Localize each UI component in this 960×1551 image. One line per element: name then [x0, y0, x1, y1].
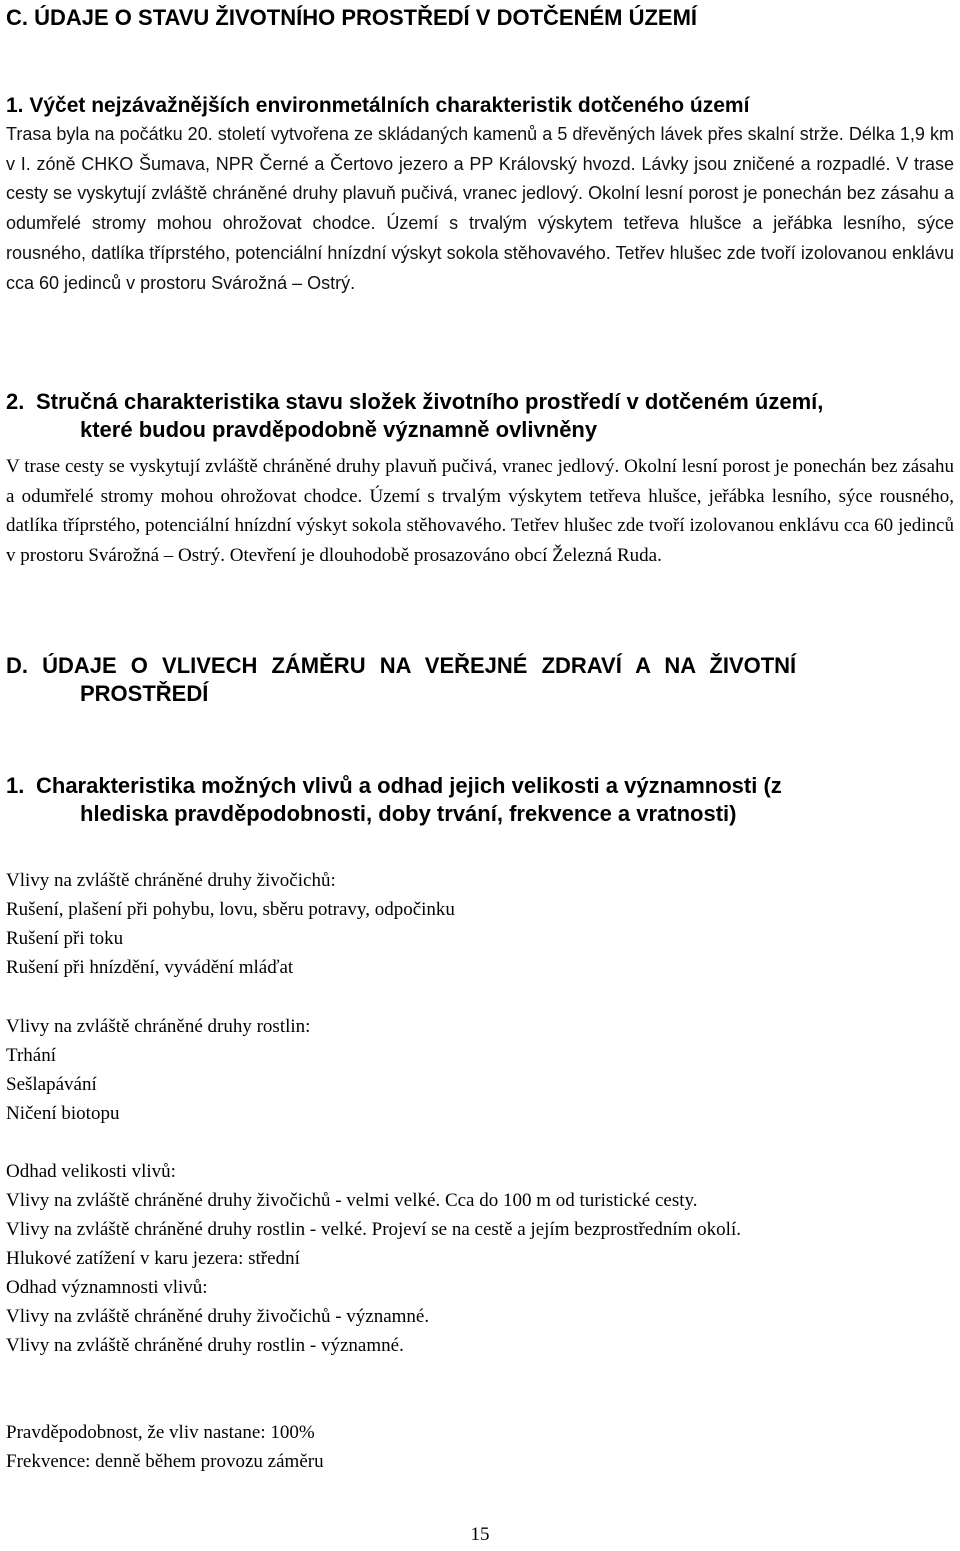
significance-animals: Vlivy na zvláště chráněné druhy živočichů - významné.	[6, 1306, 430, 1327]
page-number: 15	[470, 1524, 490, 1545]
magnitude-animals: Vlivy na zvláště chráněné druhy živočichů - velmi velké. Cca do 100 m od turistické cesty.	[6, 1190, 698, 1211]
animals-impacts-block	[6, 866, 954, 982]
section-d-title-line1: D. ÚDAJE O VLIVECH ZÁMĚRU NA VEŘEJNÉ ZDRAVÍ A NA ŽIVOTNÍ	[6, 653, 797, 678]
list-item: Rušení při hnízdění, vyvádění mláďat	[6, 957, 294, 978]
significance-heading: Odhad významnosti vlivů:	[6, 1277, 208, 1298]
section-c-title: C. ÚDAJE O STAVU ŽIVOTNÍHO PROSTŘEDÍ V DOTČENÉM ÚZEMÍ	[6, 5, 698, 30]
section-c-item2-title-line1: Stručná charakteristika stavu složek životního prostředí v dotčeném území,	[36, 389, 824, 414]
section-c-item1-title: 1. Výčet nejzávažnějších environmetálních charakteristik dotčeného území	[6, 94, 750, 117]
list-item: Trhání	[6, 1045, 56, 1066]
animals-heading: Vlivy na zvláště chráněné druhy živočichů:	[6, 870, 336, 891]
magnitude-heading: Odhad velikosti vlivů:	[6, 1161, 176, 1182]
list-item: Sešlapávání	[6, 1074, 97, 1095]
plants-impacts-block	[6, 1012, 954, 1128]
list-item: Rušení, plašení při pohybu, lovu, sběru potravy, odpočinku	[6, 899, 455, 920]
significance-plants: Vlivy na zvláště chráněné druhy rostlin - významné.	[6, 1335, 404, 1356]
frequency: Frekvence: denně během provozu záměru	[6, 1451, 324, 1472]
section-d-title	[6, 652, 954, 708]
section-c-item2-number: 2.	[6, 389, 25, 414]
section-c-item2-title	[6, 388, 954, 444]
magnitude-block	[6, 1157, 954, 1360]
section-d-item1-title-line2: hlediska pravděpodobnosti, doby trvání, frekvence a vratnosti)	[80, 801, 737, 826]
noise-level: Hlukové zatížení v karu jezera: střední	[6, 1248, 300, 1269]
section-d-title-line2: PROSTŘEDÍ	[80, 681, 209, 706]
probability: Pravděpodobnost, že vliv nastane: 100%	[6, 1422, 315, 1443]
section-c-item2-text: V trase cesty se vyskytují zvláště chráněné druhy plavuň pučivá, vranec jedlový. Okolní lesní porost je ponechán bez zásahu a odumřelé stromy mohou ohrožovat chodce. Území s trvalým výskytem tetřeva hlušce, jeřábka lesního, sýce rousného, datlíka tříprstého, potenciální hnízdní výskyt sokola stěhovavého. Tetřev hlušec zde tvoří izolovanou enklávu cca 60 jedinců v prostoru Svárožná – Ostrý. Otevření je dlouhodobě prosazováno obcí Železná Ruda.	[6, 456, 954, 566]
list-item: Rušení při toku	[6, 928, 124, 949]
section-d-item1-number: 1.	[6, 773, 25, 798]
magnitude-plants: Vlivy na zvláště chráněné druhy rostlin - velké. Projeví se na cestě a jejím bezprostředním okolí.	[6, 1219, 741, 1240]
plants-heading: Vlivy na zvláště chráněné druhy rostlin:	[6, 1016, 311, 1037]
section-c-item2-title-line2: které budou pravděpodobně významně ovlivněny	[80, 417, 598, 442]
probability-block	[6, 1418, 954, 1476]
section-c-item1-text: Trasa byla na počátku 20. století vytvořena ze skládaných kamenů a 5 dřevěných lávek přes skalní strže. Délka 1,9 km v I. zóně CHKO Šumava, NPR Černé a Čertovo jezero a PP Královský hvozd. Lávky jsou zničené a rozpadlé. V trase cesty se vyskytují zvláště chráněné druhy plavuň pučivá, vranec jedlový. Okolní lesní porost je ponechán bez zásahu a odumřelé stromy mohou ohrožovat chodce. Území s trvalým výskytem tetřeva hlušce a jeřábka lesního, sýce rousného, datlíka tříprstého, potenciální hnízdní výskyt sokola stěhovavého. Tetřev hlušec zde tvoří izolovanou enklávu cca 60 jedinců v prostoru Svárožná – Ostrý.	[6, 124, 954, 293]
section-d-item1-title-line1: Charakteristika možných vlivů a odhad jejich velikosti a významnosti (z	[36, 773, 782, 798]
section-d-item1-title	[6, 772, 954, 828]
list-item: Ničení biotopu	[6, 1103, 120, 1124]
